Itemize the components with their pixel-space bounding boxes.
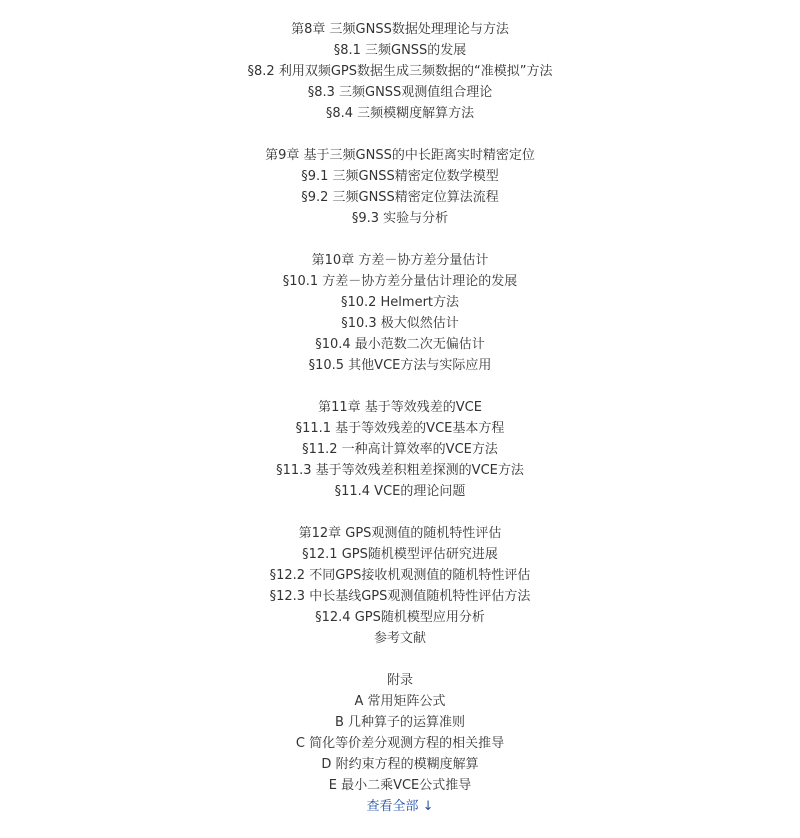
appendix-item: B 几种算子的运算准则 (334, 715, 466, 730)
appendix-group (0, 670, 800, 796)
section-item: §11.1 基于等效残差的VCE基本方程 (295, 421, 505, 436)
appendix-item: A 常用矩阵公式 (354, 694, 446, 709)
group-spacer (0, 229, 800, 250)
section-item: §10.2 Helmert方法 (340, 295, 460, 310)
section-item: §9.2 三频GNSS精密定位算法流程 (301, 190, 499, 205)
section-item: §11.3 基于等效残差积粗差探测的VCE方法 (276, 463, 524, 478)
view-all-row (0, 796, 800, 817)
arrow-down-icon: ↓ (422, 799, 434, 814)
chapter-title: 第12章 GPS观测值的随机特性评估 (298, 526, 502, 541)
section-item: §9.3 实验与分析 (351, 211, 449, 226)
section-item: §10.5 其他VCE方法与实际应用 (308, 358, 492, 373)
appendix-item: D 附约束方程的模糊度解算 (321, 757, 479, 772)
group-spacer (0, 376, 800, 397)
section-item: §8.3 三频GNSS观测值组合理论 (307, 85, 493, 100)
group-spacer (0, 124, 800, 145)
section-item: §9.1 三频GNSS精密定位数学模型 (301, 169, 499, 184)
section-item: §12.4 GPS随机模型应用分析 (315, 610, 485, 625)
view-all-label: 查看全部 (366, 799, 419, 814)
chapter-title: 第8章 三频GNSS数据处理理论与方法 (291, 22, 509, 37)
view-all-link[interactable] (366, 799, 433, 814)
chapter-group (0, 145, 800, 229)
chapter-title: 第11章 基于等效残差的VCE (318, 400, 482, 415)
section-item: §12.2 不同GPS接收机观测值的随机特性评估 (269, 568, 531, 583)
appendix-title: 附录 (386, 673, 413, 688)
group-spacer (0, 649, 800, 670)
references-item: 参考文献 (373, 631, 426, 646)
section-item: §11.4 VCE的理论问题 (334, 484, 466, 499)
chapter-group (0, 19, 800, 124)
section-item: §8.1 三频GNSS的发展 (333, 43, 467, 58)
section-item: §12.3 中长基线GPS观测值随机特性评估方法 (269, 589, 531, 604)
section-item: §10.1 方差－协方差分量估计理论的发展 (282, 274, 518, 289)
section-item: §8.4 三频模糊度解算方法 (325, 106, 475, 121)
chapter-group (0, 397, 800, 502)
section-item: §12.1 GPS随机模型评估研究进展 (302, 547, 498, 562)
chapter-group (0, 250, 800, 376)
section-item: §11.2 一种高计算效率的VCE方法 (302, 442, 498, 457)
appendix-item: C 简化等价差分观测方程的相关推导 (295, 736, 505, 751)
chapter-group (0, 523, 800, 649)
section-item: §8.2 利用双频GPS数据生成三频数据的“准模拟”方法 (247, 64, 553, 79)
appendix-item: E 最小二乘VCE公式推导 (328, 778, 472, 793)
section-item: §10.4 最小范数二次无偏估计 (315, 337, 485, 352)
group-spacer (0, 502, 800, 523)
chapter-title: 第9章 基于三频GNSS的中长距离实时精密定位 (265, 148, 535, 163)
chapter-title: 第10章 方差－协方差分量估计 (311, 253, 489, 268)
section-item: §10.3 极大似然估计 (341, 316, 459, 331)
